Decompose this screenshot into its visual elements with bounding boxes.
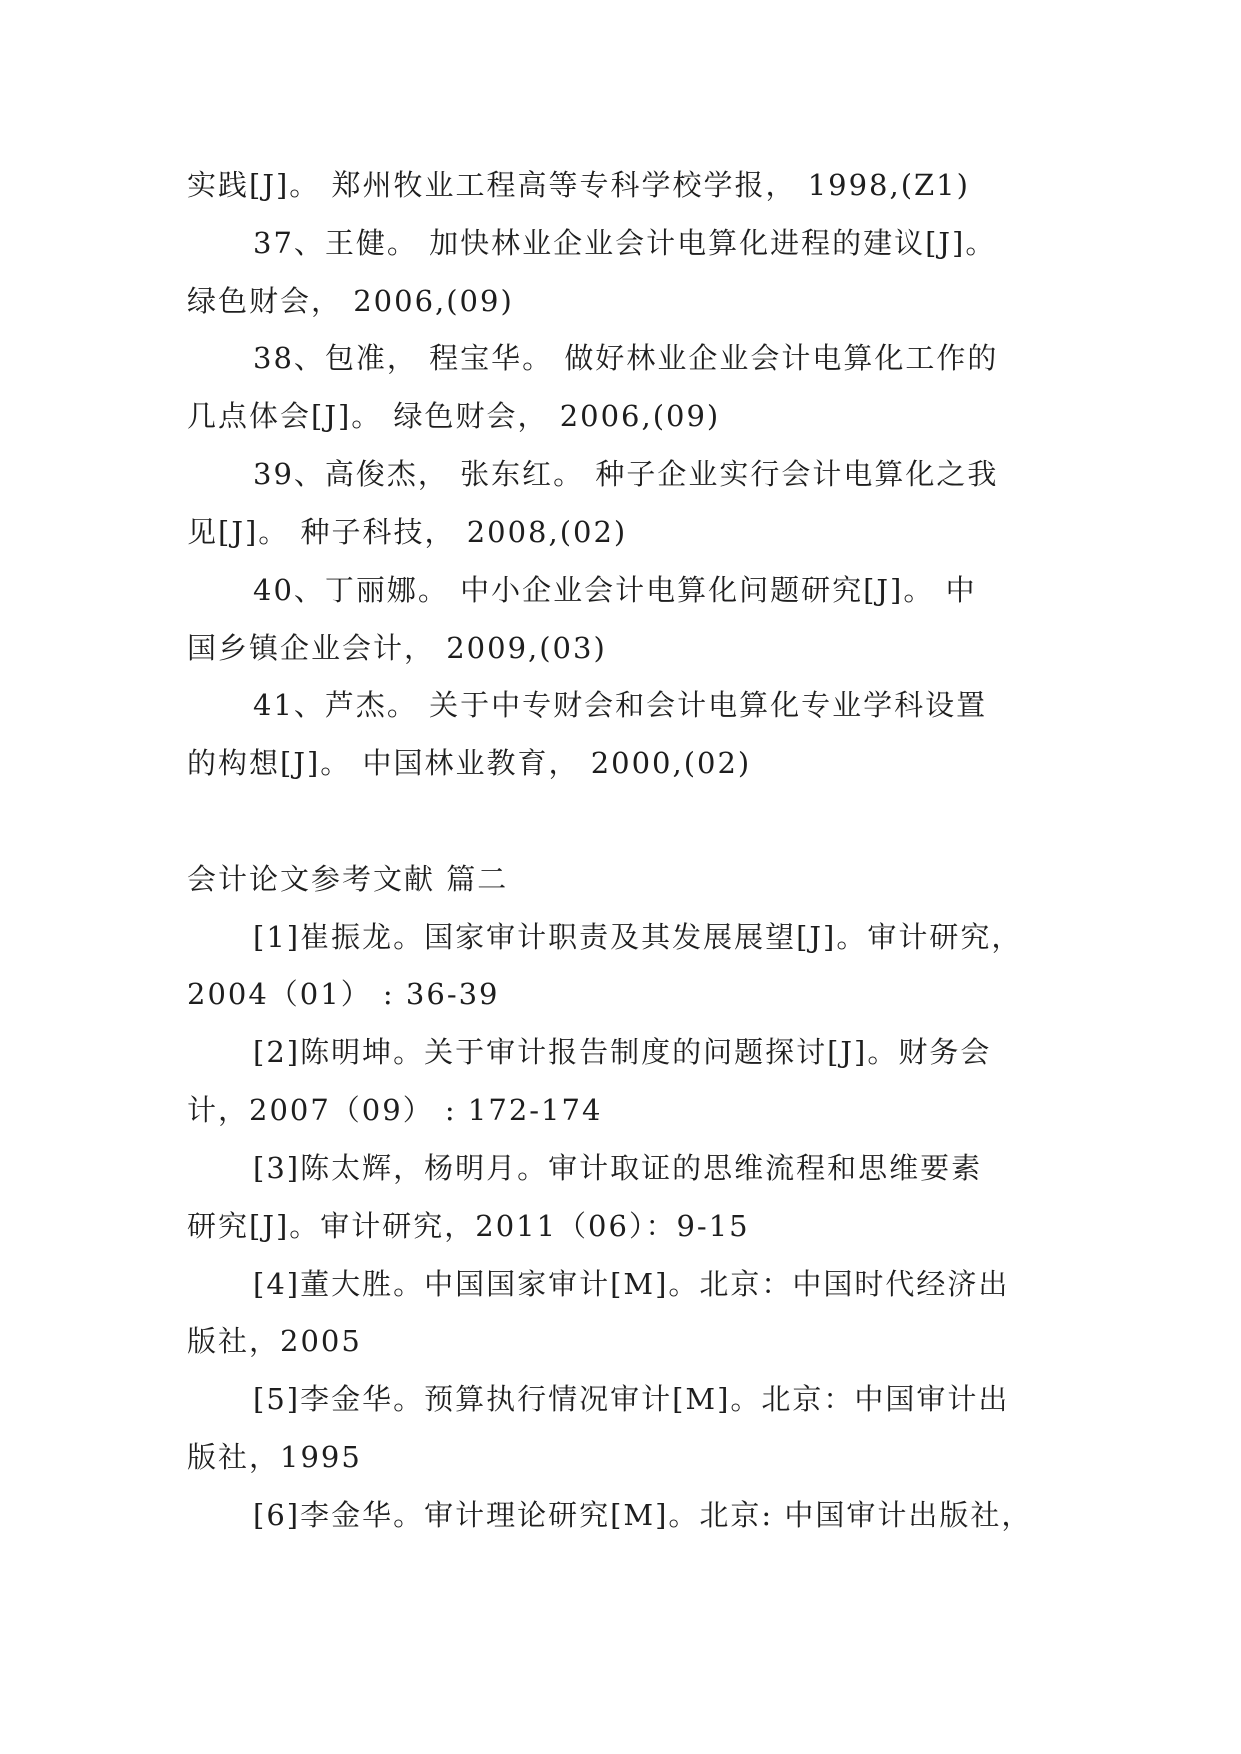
reference-line: 的构想[J]。 中国林业教育， 2000,(02): [187, 746, 752, 780]
reference-entry-4: [4]董大胜。中国国家审计[M]。北京：中国时代经济出: [253, 1267, 1010, 1301]
reference-line: 实践[J]。 郑州牧业工程高等专科学校学报， 1998,(Z1): [187, 168, 970, 202]
reference-line: 版社，1995: [187, 1440, 362, 1474]
reference-line: 绿色财会， 2006,(09): [187, 284, 514, 318]
reference-line: 见[J]。 种子科技， 2008,(02): [187, 515, 628, 549]
reference-line: 国乡镇企业会计， 2009,(03): [187, 631, 607, 665]
reference-entry-39: 39、高俊杰， 张东红。 种子企业实行会计电算化之我: [253, 457, 999, 491]
reference-line: 版社，2005: [187, 1324, 362, 1358]
reference-entry-38: 38、包准， 程宝华。 做好林业企业会计电算化工作的: [253, 341, 999, 375]
reference-entry-41: 41、芦杰。 关于中专财会和会计电算化专业学科设置: [253, 688, 988, 722]
reference-entry-40: 40、丁丽娜。 中小企业会计电算化问题研究[J]。 中: [253, 573, 977, 607]
reference-line: 几点体会[J]。 绿色财会， 2006,(09): [187, 399, 721, 433]
section-heading: 会计论文参考文献 篇二: [187, 862, 509, 896]
reference-entry-37: 37、王健。 加快林业企业会计电算化进程的建议[J]。: [253, 226, 997, 260]
reference-entry-3: [3]陈太辉，杨明月。审计取证的思维流程和思维要素: [253, 1151, 983, 1185]
reference-line: 2004（01） : 36-39: [187, 977, 500, 1011]
reference-entry-2: [2]陈明坤。关于审计报告制度的问题探讨[J]。财务会: [253, 1035, 992, 1069]
reference-line: 研究[J]。审计研究，2011（06）：9-15: [187, 1209, 750, 1243]
reference-entry-5: [5]李金华。预算执行情况审计[M]。北京：中国审计出: [253, 1382, 1010, 1416]
reference-line: 计，2007（09） : 172-174: [187, 1093, 603, 1127]
reference-entry-6: [6]李金华。审计理论研究[M]。北京: 中国审计出版社，: [253, 1498, 1033, 1532]
reference-entry-1: [1]崔振龙。国家审计职责及其发展展望[J]。审计研究，: [253, 920, 1023, 954]
